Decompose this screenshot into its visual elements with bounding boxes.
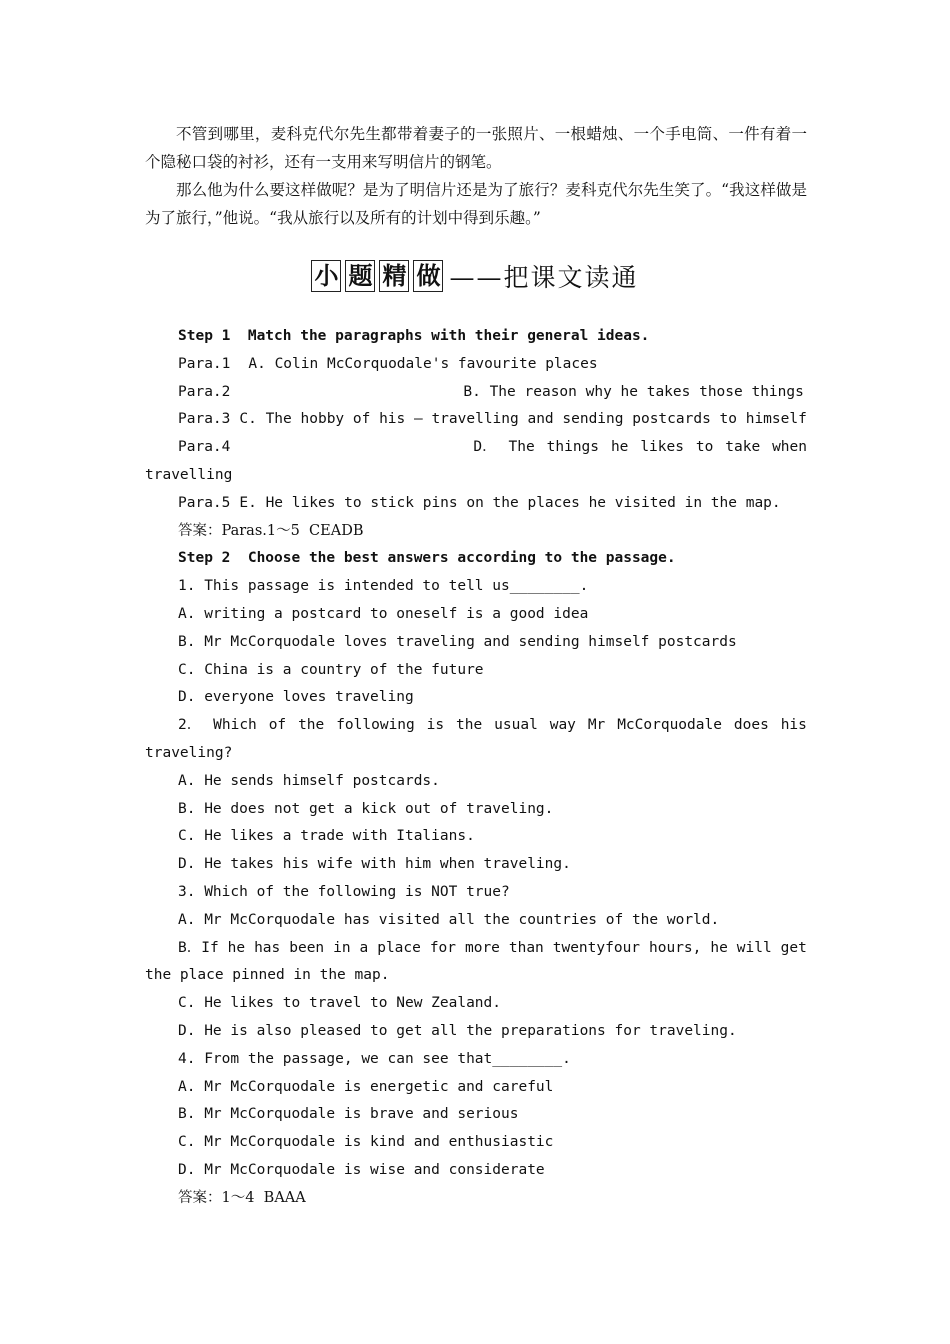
- q3-option-b: [145, 935, 807, 963]
- match-row-1: [145, 351, 807, 379]
- general-idea: C. The hobby of his — travelling and sending postcards to himself: [239, 411, 807, 428]
- para-label: Para.1: [178, 355, 231, 372]
- stem-word: his: [780, 717, 807, 734]
- step2-heading: Step 2 Choose the best answers according to the passage.: [178, 550, 676, 567]
- option-word: he: [710, 939, 728, 956]
- q2-option-d: D. He takes his wife with him when traveling.: [178, 856, 571, 873]
- idea-word: to: [695, 439, 714, 456]
- chinese-translation: [145, 120, 807, 232]
- option-word: will: [736, 939, 772, 956]
- match-row-4: [145, 434, 807, 462]
- stem-word: 2．: [178, 717, 202, 734]
- q4-option-b: B. Mr McCorquodale is brave and serious: [178, 1106, 519, 1123]
- stem-word: does: [733, 717, 769, 734]
- stem-word: of: [268, 717, 287, 734]
- para-label: Para.4: [178, 439, 231, 456]
- stem-word: usual: [494, 717, 538, 734]
- idea-word: he: [610, 439, 629, 456]
- idea-word: when: [772, 439, 807, 456]
- section-banner: [0, 258, 950, 294]
- para-label: Para.2: [178, 383, 231, 400]
- q1-option-b: B. Mr McCorquodale loves traveling and sending himself postcards: [178, 633, 737, 650]
- idea-word: likes: [640, 439, 684, 456]
- step1-answer: 答案：Paras.1～5 CEADB: [178, 522, 364, 539]
- idea-word: take: [725, 439, 761, 456]
- option-word: twentyfour: [552, 939, 641, 956]
- banner-box-3: 精: [379, 260, 409, 292]
- banner-box-1: 小: [311, 260, 341, 292]
- option-word: more: [464, 939, 500, 956]
- q3-option-a: A. Mr McCorquodale has visited all the countries of the world.: [178, 911, 720, 928]
- general-idea: E. He likes to stick pins on the places he visited in the map.: [239, 494, 781, 511]
- q2-option-c: C. He likes a trade with Italians.: [178, 828, 475, 845]
- para-label: Para.5: [178, 494, 231, 511]
- question-3-stem: 3. Which of the following is NOT true?: [178, 883, 510, 900]
- option-word: B．If: [178, 939, 219, 956]
- general-idea: B. The reason why he takes those things: [463, 383, 804, 400]
- match-row-3: [145, 406, 807, 434]
- translation-paragraph-1: 不管到哪里，麦科克代尔先生都带着妻子的一张照片、一根蜡烛、一个手电筒、一件有着一个隐秘口袋的衬衫，还有一支用来写明信片的钢笔。: [145, 125, 807, 171]
- q1-option-a: A. writing a postcard to oneself is a good idea: [178, 605, 589, 622]
- option-word: than: [508, 939, 544, 956]
- option-word: has: [254, 939, 281, 956]
- q1-option-c: C. China is a country of the future: [178, 661, 484, 678]
- option-word: been: [289, 939, 325, 956]
- stem-word: the: [456, 717, 483, 734]
- question-2-stem-continued: traveling?: [145, 744, 233, 761]
- banner-box-2: 题: [345, 260, 375, 292]
- option-word: he: [227, 939, 246, 956]
- option-word: a: [359, 939, 369, 956]
- step1-heading: Step 1 Match the paragraphs with their general ideas.: [178, 328, 650, 344]
- match-row-2: [145, 379, 807, 407]
- banner-subtitle: ——把课文读通: [449, 263, 639, 292]
- question-1-stem: 1. This passage is intended to tell us________.: [178, 578, 589, 595]
- option-word: in: [333, 939, 351, 956]
- idea-word: things: [546, 439, 600, 456]
- banner-box-4: 做: [413, 260, 443, 292]
- option-word: place: [377, 939, 421, 956]
- idea-word: D．: [473, 439, 497, 456]
- q4-option-a: A. Mr McCorquodale is energetic and careful: [178, 1078, 554, 1095]
- idea-word: The: [508, 439, 535, 456]
- q4-option-c: C. Mr McCorquodale is kind and enthusiastic: [178, 1134, 554, 1151]
- stem-word: is: [426, 717, 445, 734]
- q2-option-b: B. He does not get a kick out of traveling.: [178, 800, 554, 817]
- stem-word: following: [336, 717, 415, 734]
- q3-option-b-continued: the place pinned in the map.: [145, 967, 390, 984]
- para-label: Para.3: [178, 411, 231, 428]
- option-word: for: [429, 939, 457, 956]
- question-4-stem: 4. From the passage, we can see that________.: [178, 1050, 571, 1067]
- option-word: get: [780, 939, 807, 956]
- step2-answer: 答案：1～4 BAAA: [178, 1189, 306, 1206]
- stem-word: Mr: [587, 717, 606, 734]
- question-2-stem: [145, 712, 807, 740]
- translation-paragraph-2: 那么他为什么要这样做呢？是为了明信片还是为了旅行？麦科克代尔先生笑了。“我这样做是为了旅行，”他说。“我从旅行以及所有的计划中得到乐趣。”: [145, 181, 807, 227]
- q3-option-d: D. He is also pleased to get all the preparations for traveling.: [178, 1022, 737, 1039]
- exercises: [145, 323, 807, 1213]
- option-word: hours,: [649, 939, 702, 956]
- match-row-5: [145, 490, 807, 518]
- q3-option-c: C. He likes to travel to New Zealand.: [178, 995, 502, 1012]
- q4-option-d: D. Mr McCorquodale is wise and considerate: [178, 1161, 545, 1178]
- stem-word: the: [298, 717, 325, 734]
- match-row-4-continued: travelling: [145, 466, 233, 483]
- q2-option-a: A. He sends himself postcards.: [178, 772, 440, 789]
- stem-word: McCorquodale: [617, 717, 722, 734]
- stem-word: Which: [213, 717, 257, 734]
- general-idea: A. Colin McCorquodale's favourite places: [248, 355, 598, 372]
- stem-word: way: [549, 717, 576, 734]
- q1-option-d: D. everyone loves traveling: [178, 689, 414, 706]
